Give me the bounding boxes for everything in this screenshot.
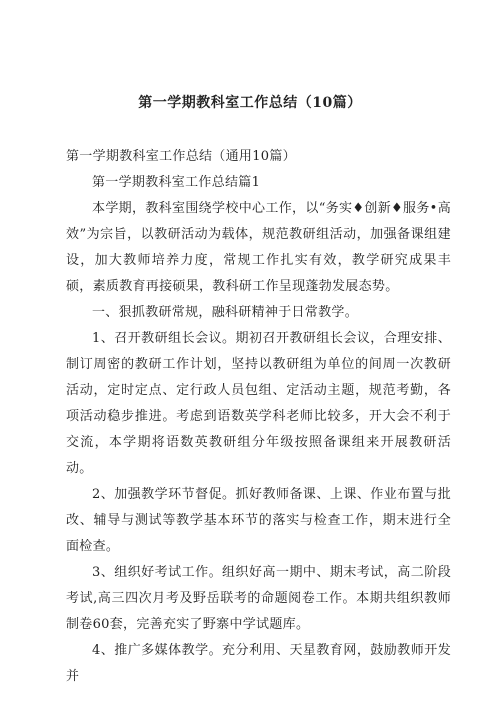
part-one-heading: 一、狠抓教研常规，融科研精神于日常教学。 [92,305,359,320]
item-2-paragraph: 2、加强教学环节督促。抓好教师备课、上课、作业布置与批改、辅导与测试等教学基本环节的落实与检查工作，期末进行全面检查。 [66,487,451,554]
subtitle-paragraph: 第一学期教科室工作总结（通用10篇） [66,149,296,164]
document-title: 第一学期教科室工作总结（10篇） [138,95,362,111]
item-3-paragraph: 3、组织好考试工作。组织好高一期中、期末考试，高二阶段考试,高三四次月考及野岳联考的命题阅卷工作。本期共组织教师制卷60套，完善充实了野寨中学试题库。 [66,565,451,632]
item-4-paragraph: 4、推广多媒体教学。充分利用、天星教育网，鼓励教师开发并 [66,643,451,684]
item-1-paragraph: 1、召开教研组长会议。期初召开教研组长会议，合理安排、制订周密的教研工作计划，坚持以教研组为单位的间周一次教研活动，定时定点、定行政人员包组、定活动主题，规范考勤，各项活动稳步推进。考虑到语数英学科老师比较多，开大会不利于交流，本学期将语数英教研组分年级按照备课组来开展教研活动。 [66,331,451,476]
section-heading-paragraph: 第一学期教科室工作总结篇1 [92,175,261,190]
document-body [66,144,451,690]
intro-paragraph: 本学期，教科室围绕学校中心工作，以“务实♦创新♦服务•高效”为宗旨，以教研活动为载体，规范教研组活动，加强备课组建设，加大教师培养力度，常规工作扎实有效，教学研究成果丰硕，素质教育再接硕果，教科研工作呈现蓬勃发展态势。 [66,201,451,294]
